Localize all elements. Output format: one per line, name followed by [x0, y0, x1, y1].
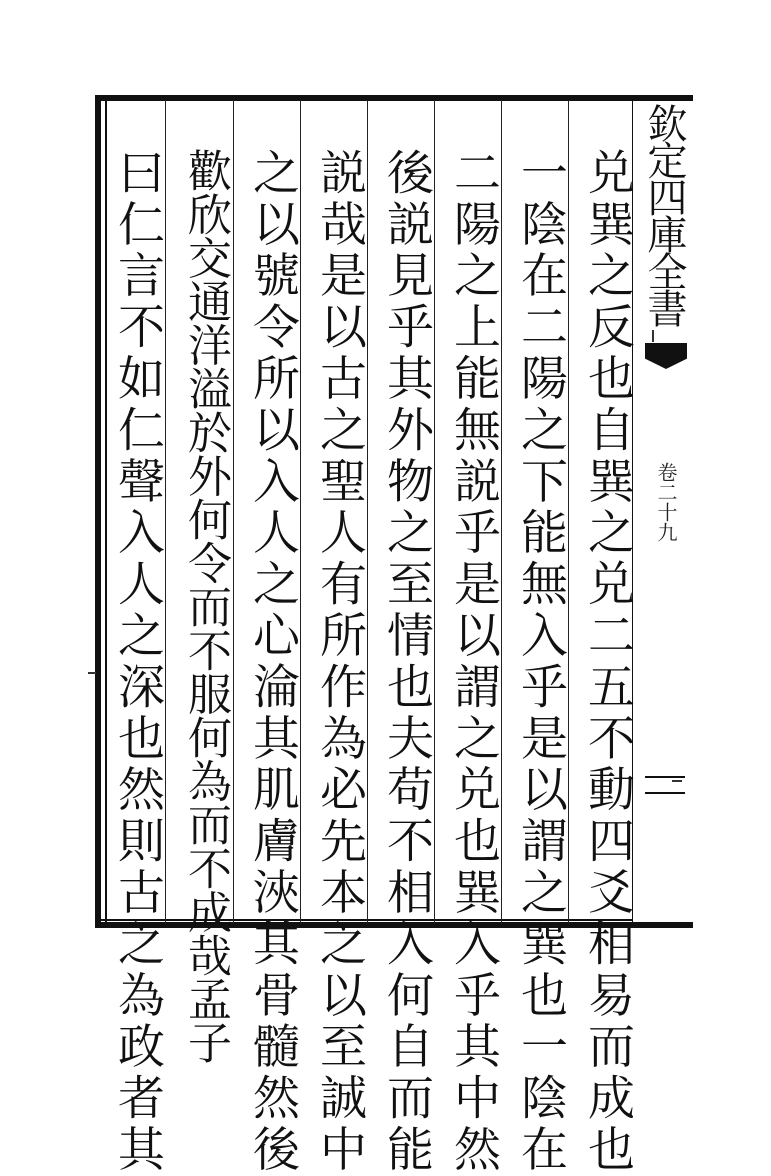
- text-column-7: 歡欣交通洋溢於外何令而不服何為而不成哉孟子: [180, 148, 231, 1064]
- text-column-2: 一陰在二陽之下能無入乎是以謂之巽也一陰在: [513, 148, 568, 1176]
- text-column-5: 説哉是以古之聖人有所作為必先本之以至誠中: [312, 148, 367, 1176]
- text-column-6: 之以號令所以入人之心淪其肌膚浹其骨髓然後: [245, 148, 300, 1176]
- text-column-4: 後説見乎其外物之至情也夫苟不相入何自而能: [379, 148, 434, 1176]
- text-column-1: 兑巽之反也自巽之兑二五不動四爻相易而成也: [580, 148, 635, 1176]
- margin-tick: [652, 330, 654, 342]
- book-title: 欽定四庫全書: [641, 103, 687, 325]
- text-column-8: 曰仁言不如仁聲入人之深也然則古之為政者其: [110, 148, 165, 1176]
- inner-border-left: [105, 100, 107, 924]
- text-column-3: 二陽之上能無説乎是以謂之兑也巽入乎其中然: [446, 148, 501, 1176]
- volume-label: 卷二十九: [654, 462, 678, 542]
- margin-tick: [88, 672, 96, 674]
- banner-bar-mark: [645, 776, 685, 794]
- margin-tick: [672, 780, 682, 782]
